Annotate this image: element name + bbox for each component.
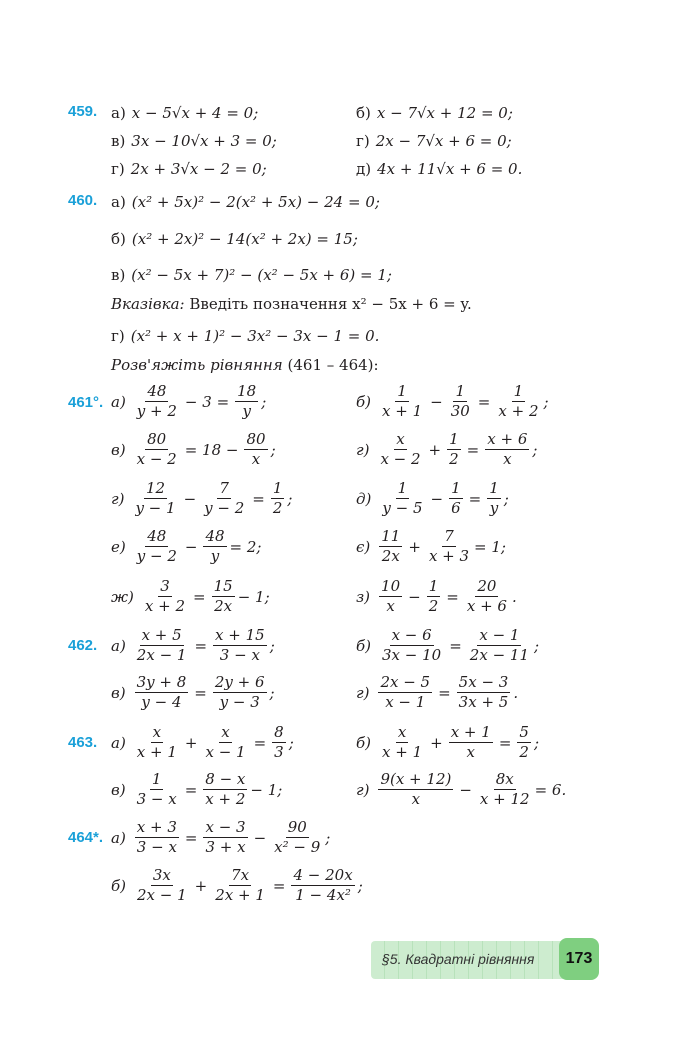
eq-460-a: [111, 192, 380, 212]
operator: =: [194, 636, 208, 655]
label: б): [356, 636, 372, 655]
problem-number-462: 462.: [68, 637, 98, 654]
numerator: x: [396, 430, 405, 448]
problem-number-459: 459.: [68, 103, 98, 120]
end: ;: [261, 392, 267, 411]
label: б): [356, 733, 372, 752]
eq-461-e: [111, 528, 261, 565]
label: є): [356, 537, 371, 556]
expr: x − 5√x + 4 = 0;: [131, 104, 259, 122]
operator: − 3 =: [184, 392, 230, 411]
eq-461-z: [356, 578, 517, 615]
end: ;: [269, 683, 275, 702]
operator: +: [428, 440, 442, 459]
fraction: [235, 383, 258, 420]
fraction: [378, 771, 453, 808]
denominator: x + 2: [144, 597, 186, 615]
fraction: [135, 867, 189, 904]
denominator: x: [466, 743, 475, 761]
numerator: 10: [381, 577, 401, 595]
denominator: 3 − x: [136, 790, 177, 808]
eq-464-b: [111, 867, 363, 904]
fraction: [213, 627, 267, 664]
numerator: 1: [151, 770, 162, 788]
fraction: [449, 383, 472, 420]
operator: −: [430, 489, 444, 508]
denominator: x + 1: [382, 402, 423, 420]
end: .: [513, 683, 519, 702]
operator: =: [252, 489, 265, 508]
operator: =: [466, 440, 480, 459]
numerator: 1: [513, 382, 524, 400]
denominator: 2x − 1: [137, 886, 187, 904]
fraction: [449, 724, 493, 761]
denominator: x + 3: [428, 547, 470, 565]
expr: 2x − 7√x + 6 = 0;: [375, 132, 512, 150]
fraction: [380, 383, 424, 420]
end: ;: [270, 440, 276, 459]
numerator: 8: [274, 723, 284, 741]
fraction: [202, 480, 246, 517]
end: = 2;: [229, 537, 262, 556]
fraction: [135, 674, 189, 711]
operator: −: [253, 828, 267, 847]
denominator: y − 2: [204, 499, 245, 517]
fraction: [379, 528, 402, 565]
denominator: y + 2: [136, 402, 177, 420]
fraction: [427, 528, 471, 565]
instruction: [111, 355, 379, 375]
fraction: [135, 627, 189, 664]
label: в): [111, 440, 126, 459]
denominator: x + 6: [466, 597, 507, 615]
eq-459-d: [356, 159, 522, 179]
fraction: [272, 819, 322, 856]
operator: =: [193, 587, 206, 606]
end: ;: [287, 489, 293, 508]
operator: +: [184, 733, 198, 752]
end: .: [511, 587, 517, 606]
fraction: [379, 578, 402, 615]
problem-number-460: 460.: [68, 192, 98, 209]
denominator: 2x: [214, 597, 233, 615]
label: г): [356, 683, 370, 702]
eq-463-b: [356, 724, 539, 761]
fraction: [135, 383, 179, 420]
numerator: 5x − 3: [458, 673, 509, 691]
eq-460-v: [111, 265, 392, 285]
expr: 4x + 11√x + 6 = 0.: [377, 160, 523, 178]
numerator: x + 5: [141, 626, 182, 644]
end: ;: [357, 876, 363, 895]
numerator: 1: [272, 479, 283, 497]
denominator: x − 1: [205, 743, 246, 761]
operator: =: [468, 489, 482, 508]
numerator: x − 1: [479, 626, 520, 644]
denominator: y − 1: [135, 499, 176, 517]
operator: −: [408, 587, 421, 606]
eq-459-g2: [111, 159, 267, 179]
fraction: [447, 431, 461, 468]
denominator: x + 12: [479, 790, 530, 808]
end: ;: [269, 636, 275, 655]
operator: −: [184, 537, 198, 556]
numerator: 3y + 8: [136, 673, 187, 691]
denominator: x: [503, 450, 512, 468]
denominator: 3x − 10: [382, 646, 442, 664]
denominator: 2: [519, 743, 529, 761]
eq-460-g: [111, 326, 379, 346]
numerator: 8 − x: [205, 770, 246, 788]
fraction: [143, 578, 187, 615]
fraction: [213, 674, 267, 711]
denominator: x − 2: [136, 450, 177, 468]
numerator: 1: [397, 479, 408, 497]
eq-461-g2: [111, 480, 292, 517]
eq-462-g: [356, 674, 518, 711]
numerator: 20: [477, 577, 497, 595]
denominator: 1 − 4x²: [295, 886, 351, 904]
fraction: [465, 578, 509, 615]
label: а): [111, 104, 126, 122]
end: ;: [288, 733, 294, 752]
eq-462-a: [111, 627, 275, 664]
numerator: x + 1: [450, 723, 491, 741]
denominator: 6: [451, 499, 461, 517]
fraction: [378, 674, 432, 711]
fraction: [135, 528, 179, 565]
fraction: [133, 480, 177, 517]
denominator: 2: [449, 450, 459, 468]
operator: +: [430, 733, 443, 752]
eq-461-v: [111, 431, 276, 468]
eq-459-a: [111, 103, 258, 123]
numerator: x + 15: [215, 626, 265, 644]
denominator: x + 1: [382, 743, 423, 761]
label: б): [356, 104, 371, 122]
fraction: [496, 383, 540, 420]
fraction: [468, 627, 531, 664]
fraction: [291, 867, 354, 904]
numerator: 48: [147, 527, 167, 545]
end: = 1;: [474, 537, 506, 556]
label: в): [111, 132, 126, 150]
denominator: 2: [272, 499, 283, 517]
fraction: [135, 819, 179, 856]
denominator: 2x − 1: [136, 646, 187, 664]
operator: −: [183, 489, 197, 508]
denominator: y − 2: [136, 547, 177, 565]
denominator: y − 5: [382, 499, 423, 517]
label: а): [111, 733, 126, 752]
problem-number-464: 464*.: [68, 829, 104, 846]
numerator: x − 6: [391, 626, 432, 644]
expr: (x² + 5x)² − 2(x² + 5x) − 24 = 0;: [131, 193, 380, 211]
denominator: 2x: [381, 547, 400, 565]
label: е): [111, 537, 126, 556]
fraction: [272, 724, 286, 761]
label: г): [111, 160, 125, 178]
fraction: [212, 578, 235, 615]
eq-461-b: [356, 383, 549, 420]
numerator: 2x − 5: [380, 673, 431, 691]
fraction: [135, 431, 179, 468]
end: − 1;: [250, 780, 283, 799]
eq-461-a: [111, 383, 266, 420]
page-number: 173: [559, 938, 599, 980]
denominator: 3 − x: [219, 646, 260, 664]
expr: x − 7√x + 12 = 0;: [376, 104, 513, 122]
label: а): [111, 636, 126, 655]
denominator: 30: [450, 402, 470, 420]
expr: (x² − 5x + 7)² − (x² − 5x + 6) = 1;: [131, 266, 392, 284]
numerator: 12: [145, 479, 166, 497]
denominator: x − 2: [380, 450, 421, 468]
numerator: x − 3: [205, 818, 246, 836]
denominator: x + 2: [205, 790, 246, 808]
numerator: 1: [397, 382, 407, 400]
end: ;: [533, 733, 539, 752]
label: ж): [111, 587, 134, 606]
numerator: 90: [287, 818, 307, 836]
denominator: y: [210, 547, 220, 565]
numerator: 18: [237, 382, 257, 400]
expr: (x² + x + 1)² − 3x² − 3x − 1 = 0.: [130, 327, 380, 345]
hint-460: [111, 294, 472, 314]
fraction: [203, 528, 226, 565]
numerator: 48: [205, 527, 225, 545]
fraction: [449, 480, 463, 517]
fraction: [271, 480, 285, 517]
operator: +: [408, 537, 421, 556]
numerator: 1: [451, 479, 461, 497]
problem-number-463: 463.: [68, 734, 98, 751]
end: ;: [532, 440, 538, 459]
chapter-title: §5. Квадратні рівняння: [382, 951, 535, 967]
numerator: 3: [160, 577, 170, 595]
fraction: [427, 578, 441, 615]
numerator: 1: [455, 382, 466, 400]
fraction: [380, 480, 424, 517]
operator: =: [272, 876, 286, 895]
numerator: 3x: [152, 866, 171, 884]
fraction: [203, 771, 247, 808]
operator: =: [194, 683, 207, 702]
numerator: 8x: [495, 770, 514, 788]
operator: −: [459, 780, 472, 799]
denominator: 3x + 5: [458, 693, 509, 711]
eq-459-g: [356, 131, 512, 151]
denominator: x − 1: [385, 693, 426, 711]
hint-label: Вказівка:: [111, 295, 185, 313]
fraction: [380, 724, 424, 761]
end: − 1;: [237, 587, 270, 606]
label: г): [356, 780, 370, 799]
numerator: 7x: [231, 866, 250, 884]
end: ;: [503, 489, 509, 508]
fraction: [213, 867, 267, 904]
numerator: 15: [213, 577, 233, 595]
numerator: 4 − 20x: [293, 866, 353, 884]
eq-464-a: [111, 819, 330, 856]
numerator: 1: [489, 479, 499, 497]
label: б): [111, 876, 127, 895]
operator: −: [430, 392, 443, 411]
denominator: 3 − x: [136, 838, 177, 856]
numerator: 7: [219, 479, 229, 497]
fraction: [457, 674, 511, 711]
eq-459-v: [111, 131, 277, 151]
eq-462-b: [356, 627, 539, 664]
denominator: y: [242, 402, 251, 420]
fraction: [517, 724, 531, 761]
eq-463-v: [111, 771, 282, 808]
expr: (x² + 2x)² − 14(x² + 2x) = 15;: [131, 230, 358, 248]
denominator: x: [251, 450, 261, 468]
denominator: x: [386, 597, 395, 615]
label: б): [111, 230, 126, 248]
operator: =: [184, 780, 198, 799]
problem-number-461: 461°.: [68, 394, 104, 411]
operator: = 18 −: [184, 440, 239, 459]
eq-463-g: [356, 771, 566, 808]
numerator: x + 6: [487, 430, 528, 448]
instruction-text: Розв'яжіть рівняння: [111, 356, 283, 374]
label: д): [356, 160, 372, 178]
operator: =: [498, 733, 512, 752]
fraction: [485, 431, 529, 468]
eq-462-v: [111, 674, 275, 711]
end: ;: [325, 828, 331, 847]
eq-461-g: [356, 431, 537, 468]
label: з): [356, 587, 371, 606]
operator: =: [253, 733, 267, 752]
denominator: x + 2: [498, 402, 539, 420]
label: г): [356, 440, 370, 459]
label: а): [111, 392, 126, 411]
numerator: 9(x + 12): [380, 770, 452, 788]
end: ;: [543, 392, 549, 411]
fraction: [203, 819, 247, 856]
numerator: 7: [444, 527, 454, 545]
numerator: x: [152, 723, 162, 741]
numerator: x + 3: [136, 818, 177, 836]
denominator: 2: [428, 597, 439, 615]
eq-461-ye: [356, 528, 506, 565]
eq-460-b: [111, 229, 358, 249]
label: в): [111, 683, 126, 702]
label: г): [356, 132, 370, 150]
label: г): [111, 327, 125, 345]
denominator: x + 1: [136, 743, 177, 761]
end: ;: [534, 636, 540, 655]
numerator: x: [221, 723, 230, 741]
operator: =: [438, 683, 451, 702]
denominator: 3: [274, 743, 284, 761]
label: а): [111, 193, 126, 211]
numerator: x: [397, 723, 407, 741]
fraction: [135, 724, 179, 761]
label: в): [111, 266, 126, 284]
denominator: x² − 9: [274, 838, 321, 856]
expr: 2x + 3√x − 2 = 0;: [130, 160, 267, 178]
denominator: 3 + x: [205, 838, 246, 856]
fraction: [203, 724, 247, 761]
eq-463-a: [111, 724, 294, 761]
end: = 6.: [534, 780, 567, 799]
fraction: [135, 771, 179, 808]
fraction: [487, 480, 501, 517]
fraction: [478, 771, 532, 808]
label: а): [111, 828, 126, 847]
operator: =: [477, 392, 491, 411]
eq-461-zh: [111, 578, 270, 615]
eq-459-b: [356, 103, 513, 123]
numerator: 2y + 6: [214, 673, 265, 691]
label: г): [111, 489, 125, 508]
label: д): [356, 489, 372, 508]
numerator: 80: [246, 430, 266, 448]
label: в): [111, 780, 126, 799]
numerator: 48: [147, 382, 167, 400]
numerator: 5: [519, 723, 529, 741]
fraction: [244, 431, 267, 468]
hint-text: Введіть позначення x² − 5x + 6 = y.: [189, 295, 472, 313]
operator: =: [449, 636, 462, 655]
operator: +: [194, 876, 208, 895]
denominator: y − 4: [141, 693, 182, 711]
numerator: 80: [147, 430, 167, 448]
denominator: 2x + 1: [215, 886, 265, 904]
operator: =: [184, 828, 198, 847]
label: б): [356, 392, 372, 411]
numerator: 11: [381, 527, 401, 545]
eq-461-d: [356, 480, 509, 517]
denominator: 2x − 11: [469, 646, 529, 664]
numerator: 1: [428, 577, 439, 595]
denominator: y: [489, 499, 499, 517]
fraction: [378, 431, 422, 468]
numerator: 1: [449, 430, 459, 448]
expr: 3x − 10√x + 3 = 0;: [131, 132, 277, 150]
fraction: [380, 627, 443, 664]
operator: =: [446, 587, 459, 606]
denominator: x: [411, 790, 421, 808]
instruction-range: (461 – 464):: [287, 356, 379, 374]
denominator: y − 3: [219, 693, 260, 711]
